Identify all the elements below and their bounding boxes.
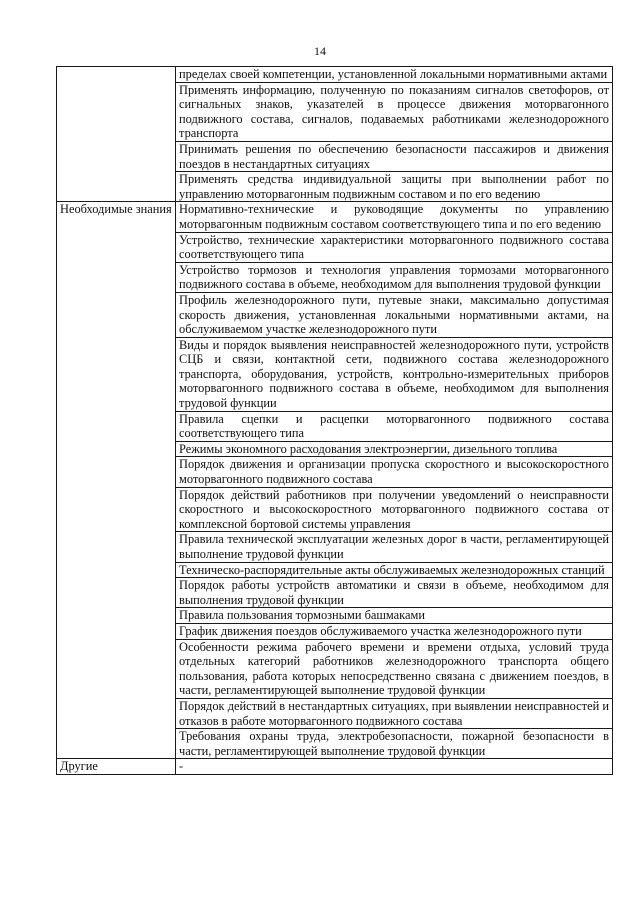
requirement-item: пределах своей компетенции, установленной локальными нормативными актами <box>176 67 613 83</box>
requirement-item: Профиль железнодорожного пути, путевые знаки, максимально допустимая скорость движения, установленная локальными нормативными актами, на обслуживаемом участке железнодорожного пути <box>176 292 613 337</box>
section-label: Необходимые знания <box>57 202 176 759</box>
requirement-item: Виды и порядок выявления неисправностей железнодорожного пути, устройств СЦБ и связи, контактной сети, подвижного состава железнодорожного транспорта, оборудования, устройств, контрольно-измерительных приборов моторвагонного подвижного состава в объеме, необходимом для выполнения трудовой функции <box>176 337 613 411</box>
requirement-item: Техническо-распорядительные акты обслуживаемых железнодорожных станций <box>176 562 613 578</box>
requirement-item: Нормативно-технические и руководящие документы по управлению моторвагонным подвижным составом соответствующего типа и по его ведению <box>176 202 613 232</box>
requirement-item: Применять средства индивидуальной защиты при выполнении работ по управлению моторвагонным подвижным составом и по его ведению <box>176 172 613 202</box>
requirement-item: Правила технической эксплуатации железных дорог в части, регламентирующей выполнение трудовой функции <box>176 532 613 562</box>
requirement-item: Порядок движения и организации пропуска скоростного и высокоскоростного моторвагонного подвижного состава <box>176 457 613 487</box>
requirement-item: Устройство, технические характеристики моторвагонного подвижного состава соответствующего типа <box>176 232 613 262</box>
requirement-item: Устройство тормозов и технология управления тормозами моторвагонного подвижного состава в объеме, необходимом для выполнения трудовой функции <box>176 262 613 292</box>
section-label: Другие <box>57 759 176 775</box>
requirement-item: Особенности режима рабочего времени и времени отдыха, условий труда отдельных категорий работников железнодорожного транспорта общего пользования, работа которых непосредственно связана с движением поездов, в части, регламентирующей выполнение трудовой функции <box>176 639 613 698</box>
requirement-item: Порядок действий в нестандартных ситуациях, при выявлении неисправностей и отказов в работе моторвагонного подвижного состава <box>176 698 613 728</box>
requirement-item: Принимать решения по обеспечению безопасности пассажиров и движения поездов в нестандартных ситуациях <box>176 141 613 171</box>
table-row <box>57 67 613 83</box>
requirements-table-body <box>57 67 613 775</box>
requirement-item: Режимы экономного расходования электроэнергии, дизельного топлива <box>176 441 613 457</box>
requirements-table <box>56 66 613 775</box>
requirement-item: Порядок действий работников при получении уведомлений о неисправности скоростного и высокоскоростного моторвагонного подвижного состава от комплексной бортовой системы управления <box>176 487 613 532</box>
section-label <box>57 67 176 202</box>
table-row <box>57 202 613 232</box>
page-number: 14 <box>314 44 326 58</box>
requirement-item: График движения поездов обслуживаемого участка железнодорожного пути <box>176 623 613 639</box>
requirement-item: Правила сцепки и расцепки моторвагонного подвижного состава соответствующего типа <box>176 411 613 441</box>
requirement-item: - <box>176 759 613 775</box>
requirement-item: Требования охраны труда, электробезопасности, пожарной безопасности в части, регламентирующей выполнение трудовой функции <box>176 729 613 759</box>
table-row <box>57 759 613 775</box>
requirement-item: Правила пользования тормозными башмаками <box>176 608 613 624</box>
requirement-item: Применять информацию, полученную по показаниям сигналов светофоров, от сигнальных знаков, указателей в процессе движения моторвагонного подвижного состава, сигналов, подаваемых работниками железнодорожного транспорта <box>176 82 613 141</box>
requirement-item: Порядок работы устройств автоматики и связи в объеме, необходимом для выполнения трудовой функции <box>176 578 613 608</box>
